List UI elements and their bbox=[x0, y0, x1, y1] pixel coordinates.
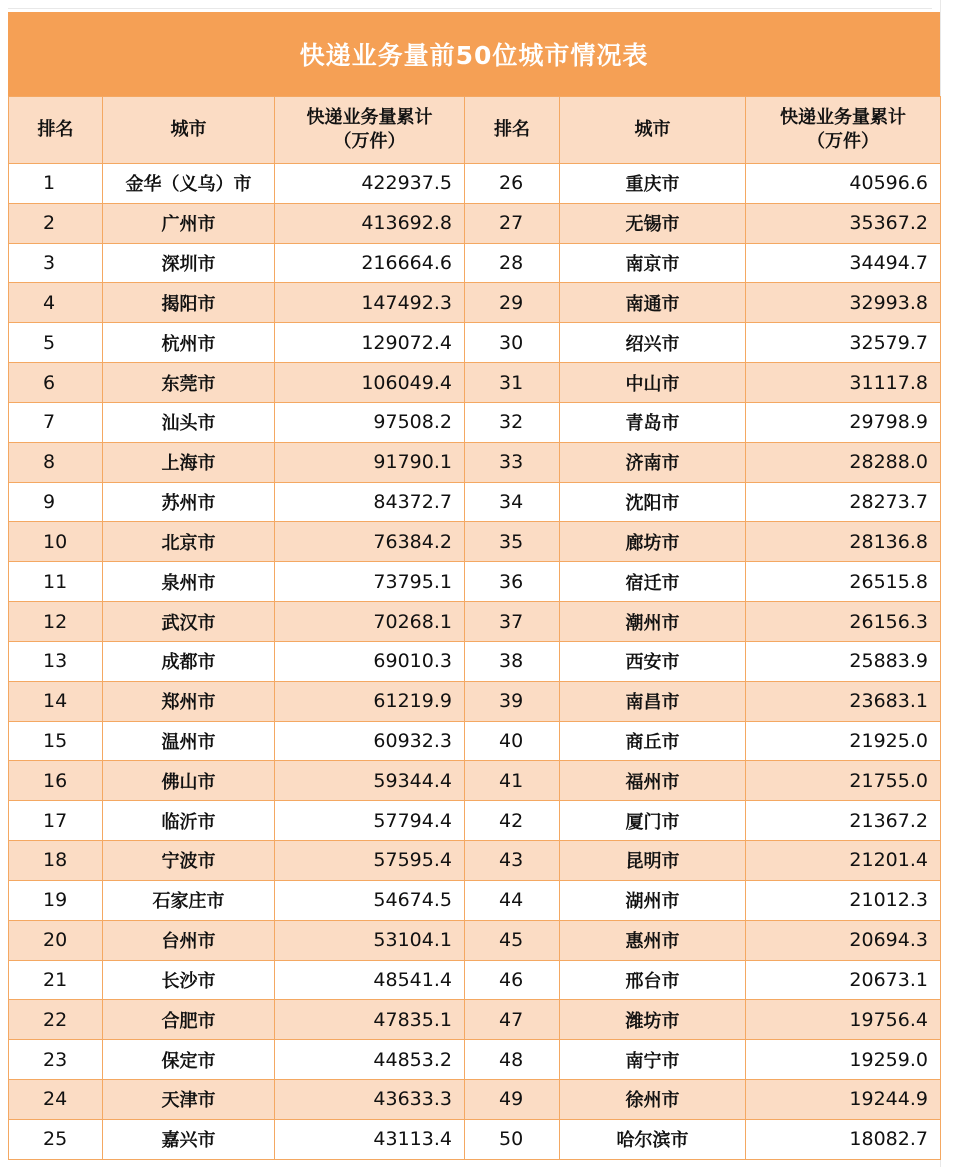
city-cell: 金华（义乌）市 bbox=[103, 164, 275, 204]
table-row bbox=[9, 562, 941, 602]
table-row bbox=[9, 203, 941, 243]
rank-cell: 50 bbox=[465, 1119, 560, 1159]
city-cell: 湖州市 bbox=[560, 880, 746, 920]
volume-cell: 413692.8 bbox=[275, 203, 465, 243]
volume-cell: 26156.3 bbox=[746, 602, 941, 642]
table-row bbox=[9, 841, 941, 881]
volume-cell: 32579.7 bbox=[746, 323, 941, 363]
rank-cell: 43 bbox=[465, 841, 560, 881]
volume-cell: 57794.4 bbox=[275, 801, 465, 841]
table-row bbox=[9, 602, 941, 642]
table-row bbox=[9, 880, 941, 920]
table-row bbox=[9, 1119, 941, 1159]
city-cell: 成都市 bbox=[103, 641, 275, 681]
city-cell: 昆明市 bbox=[560, 841, 746, 881]
city-cell: 长沙市 bbox=[103, 960, 275, 1000]
header-volume-line1: 快递业务量累计 bbox=[306, 107, 433, 128]
volume-cell: 70268.1 bbox=[275, 602, 465, 642]
rank-cell: 7 bbox=[9, 402, 103, 442]
header-city-right: 城市 bbox=[560, 97, 746, 164]
volume-cell: 44853.2 bbox=[275, 1040, 465, 1080]
volume-cell: 20694.3 bbox=[746, 920, 941, 960]
table-row bbox=[9, 1000, 941, 1040]
city-cell: 无锡市 bbox=[560, 203, 746, 243]
header-rank-left: 排名 bbox=[9, 97, 103, 164]
city-cell: 济南市 bbox=[560, 442, 746, 482]
table-row bbox=[9, 721, 941, 761]
rank-cell: 38 bbox=[465, 641, 560, 681]
header-volume-left bbox=[275, 97, 465, 164]
city-cell: 天津市 bbox=[103, 1080, 275, 1120]
volume-cell: 29798.9 bbox=[746, 402, 941, 442]
city-cell: 广州市 bbox=[103, 203, 275, 243]
rank-cell: 22 bbox=[9, 1000, 103, 1040]
city-cell: 合肥市 bbox=[103, 1000, 275, 1040]
city-cell: 南宁市 bbox=[560, 1040, 746, 1080]
rank-cell: 23 bbox=[9, 1040, 103, 1080]
table-body bbox=[9, 164, 941, 1160]
table-row bbox=[9, 761, 941, 801]
table-row bbox=[9, 164, 941, 204]
rank-cell: 20 bbox=[9, 920, 103, 960]
city-cell: 宁波市 bbox=[103, 841, 275, 881]
rank-cell: 35 bbox=[465, 522, 560, 562]
city-cell: 深圳市 bbox=[103, 243, 275, 283]
volume-cell: 69010.3 bbox=[275, 641, 465, 681]
table-row bbox=[9, 801, 941, 841]
rank-cell: 49 bbox=[465, 1080, 560, 1120]
volume-cell: 91790.1 bbox=[275, 442, 465, 482]
volume-cell: 21201.4 bbox=[746, 841, 941, 881]
rank-cell: 41 bbox=[465, 761, 560, 801]
table-row bbox=[9, 323, 941, 363]
rank-cell: 8 bbox=[9, 442, 103, 482]
volume-cell: 19259.0 bbox=[746, 1040, 941, 1080]
table-row bbox=[9, 283, 941, 323]
volume-cell: 47835.1 bbox=[275, 1000, 465, 1040]
volume-cell: 84372.7 bbox=[275, 482, 465, 522]
rank-cell: 26 bbox=[465, 164, 560, 204]
city-cell: 南京市 bbox=[560, 243, 746, 283]
volume-cell: 35367.2 bbox=[746, 203, 941, 243]
rank-cell: 39 bbox=[465, 681, 560, 721]
rank-cell: 19 bbox=[9, 880, 103, 920]
city-cell: 邢台市 bbox=[560, 960, 746, 1000]
top-edge-line bbox=[8, 8, 932, 9]
table-row bbox=[9, 442, 941, 482]
city-cell: 重庆市 bbox=[560, 164, 746, 204]
city-cell: 泉州市 bbox=[103, 562, 275, 602]
volume-cell: 59344.4 bbox=[275, 761, 465, 801]
volume-cell: 28288.0 bbox=[746, 442, 941, 482]
rank-cell: 17 bbox=[9, 801, 103, 841]
header-volume-right bbox=[746, 97, 941, 164]
table-row bbox=[9, 243, 941, 283]
city-ranking-table bbox=[8, 96, 941, 1160]
volume-cell: 28136.8 bbox=[746, 522, 941, 562]
volume-cell: 43113.4 bbox=[275, 1119, 465, 1159]
volume-cell: 48541.4 bbox=[275, 960, 465, 1000]
volume-cell: 21012.3 bbox=[746, 880, 941, 920]
volume-cell: 53104.1 bbox=[275, 920, 465, 960]
city-cell: 西安市 bbox=[560, 641, 746, 681]
volume-cell: 422937.5 bbox=[275, 164, 465, 204]
rank-cell: 29 bbox=[465, 283, 560, 323]
table-row bbox=[9, 522, 941, 562]
city-cell: 温州市 bbox=[103, 721, 275, 761]
rank-cell: 40 bbox=[465, 721, 560, 761]
city-cell: 惠州市 bbox=[560, 920, 746, 960]
header-row bbox=[9, 97, 941, 164]
rank-cell: 16 bbox=[9, 761, 103, 801]
city-cell: 嘉兴市 bbox=[103, 1119, 275, 1159]
rank-cell: 44 bbox=[465, 880, 560, 920]
volume-cell: 40596.6 bbox=[746, 164, 941, 204]
table-row bbox=[9, 482, 941, 522]
rank-cell: 34 bbox=[465, 482, 560, 522]
city-cell: 商丘市 bbox=[560, 721, 746, 761]
volume-cell: 216664.6 bbox=[275, 243, 465, 283]
city-cell: 哈尔滨市 bbox=[560, 1119, 746, 1159]
volume-cell: 21925.0 bbox=[746, 721, 941, 761]
header-volume-line2: （万件） bbox=[333, 131, 406, 152]
header-rank-right: 排名 bbox=[465, 97, 560, 164]
rank-cell: 31 bbox=[465, 363, 560, 403]
volume-cell: 54674.5 bbox=[275, 880, 465, 920]
rank-cell: 3 bbox=[9, 243, 103, 283]
city-cell: 东莞市 bbox=[103, 363, 275, 403]
header-volume-line2: （万件） bbox=[807, 131, 879, 152]
header-city-left: 城市 bbox=[103, 97, 275, 164]
city-cell: 潍坊市 bbox=[560, 1000, 746, 1040]
city-cell: 沈阳市 bbox=[560, 482, 746, 522]
rank-cell: 4 bbox=[9, 283, 103, 323]
rank-cell: 10 bbox=[9, 522, 103, 562]
city-cell: 南通市 bbox=[560, 283, 746, 323]
rank-cell: 36 bbox=[465, 562, 560, 602]
rank-cell: 1 bbox=[9, 164, 103, 204]
rank-cell: 42 bbox=[465, 801, 560, 841]
table-header bbox=[9, 97, 941, 164]
table-row bbox=[9, 641, 941, 681]
city-cell: 佛山市 bbox=[103, 761, 275, 801]
volume-cell: 106049.4 bbox=[275, 363, 465, 403]
rank-cell: 46 bbox=[465, 960, 560, 1000]
volume-cell: 129072.4 bbox=[275, 323, 465, 363]
table-row bbox=[9, 402, 941, 442]
rank-cell: 2 bbox=[9, 203, 103, 243]
volume-cell: 19756.4 bbox=[746, 1000, 941, 1040]
city-cell: 苏州市 bbox=[103, 482, 275, 522]
city-cell: 郑州市 bbox=[103, 681, 275, 721]
city-cell: 宿迁市 bbox=[560, 562, 746, 602]
rank-cell: 13 bbox=[9, 641, 103, 681]
rank-cell: 33 bbox=[465, 442, 560, 482]
express-ranking-sheet bbox=[8, 12, 940, 1158]
city-cell: 中山市 bbox=[560, 363, 746, 403]
table-title: 快递业务量前50位城市情况表 bbox=[8, 12, 940, 96]
rank-cell: 25 bbox=[9, 1119, 103, 1159]
rank-cell: 27 bbox=[465, 203, 560, 243]
city-cell: 南昌市 bbox=[560, 681, 746, 721]
header-volume-line1: 快递业务量累计 bbox=[780, 107, 906, 128]
city-cell: 保定市 bbox=[103, 1040, 275, 1080]
volume-cell: 20673.1 bbox=[746, 960, 941, 1000]
volume-cell: 147492.3 bbox=[275, 283, 465, 323]
rank-cell: 48 bbox=[465, 1040, 560, 1080]
volume-cell: 73795.1 bbox=[275, 562, 465, 602]
city-cell: 福州市 bbox=[560, 761, 746, 801]
rank-cell: 32 bbox=[465, 402, 560, 442]
volume-cell: 25883.9 bbox=[746, 641, 941, 681]
city-cell: 台州市 bbox=[103, 920, 275, 960]
city-cell: 徐州市 bbox=[560, 1080, 746, 1120]
rank-cell: 30 bbox=[465, 323, 560, 363]
volume-cell: 18082.7 bbox=[746, 1119, 941, 1159]
volume-cell: 57595.4 bbox=[275, 841, 465, 881]
rank-cell: 24 bbox=[9, 1080, 103, 1120]
rank-cell: 9 bbox=[9, 482, 103, 522]
volume-cell: 28273.7 bbox=[746, 482, 941, 522]
volume-cell: 61219.9 bbox=[275, 681, 465, 721]
city-cell: 北京市 bbox=[103, 522, 275, 562]
rank-cell: 5 bbox=[9, 323, 103, 363]
city-cell: 武汉市 bbox=[103, 602, 275, 642]
city-cell: 潮州市 bbox=[560, 602, 746, 642]
volume-cell: 26515.8 bbox=[746, 562, 941, 602]
rank-cell: 37 bbox=[465, 602, 560, 642]
table-row bbox=[9, 960, 941, 1000]
city-cell: 杭州市 bbox=[103, 323, 275, 363]
table-row bbox=[9, 681, 941, 721]
volume-cell: 21367.2 bbox=[746, 801, 941, 841]
volume-cell: 34494.7 bbox=[746, 243, 941, 283]
rank-cell: 15 bbox=[9, 721, 103, 761]
rank-cell: 47 bbox=[465, 1000, 560, 1040]
table-row bbox=[9, 363, 941, 403]
volume-cell: 76384.2 bbox=[275, 522, 465, 562]
volume-cell: 23683.1 bbox=[746, 681, 941, 721]
volume-cell: 43633.3 bbox=[275, 1080, 465, 1120]
volume-cell: 19244.9 bbox=[746, 1080, 941, 1120]
city-cell: 临沂市 bbox=[103, 801, 275, 841]
volume-cell: 21755.0 bbox=[746, 761, 941, 801]
table-row bbox=[9, 1080, 941, 1120]
table-row bbox=[9, 920, 941, 960]
city-cell: 绍兴市 bbox=[560, 323, 746, 363]
city-cell: 石家庄市 bbox=[103, 880, 275, 920]
rank-cell: 18 bbox=[9, 841, 103, 881]
rank-cell: 45 bbox=[465, 920, 560, 960]
city-cell: 厦门市 bbox=[560, 801, 746, 841]
city-cell: 青岛市 bbox=[560, 402, 746, 442]
rank-cell: 12 bbox=[9, 602, 103, 642]
rank-cell: 6 bbox=[9, 363, 103, 403]
table-row bbox=[9, 1040, 941, 1080]
rank-cell: 21 bbox=[9, 960, 103, 1000]
volume-cell: 97508.2 bbox=[275, 402, 465, 442]
rank-cell: 28 bbox=[465, 243, 560, 283]
city-cell: 廊坊市 bbox=[560, 522, 746, 562]
city-cell: 揭阳市 bbox=[103, 283, 275, 323]
volume-cell: 60932.3 bbox=[275, 721, 465, 761]
city-cell: 汕头市 bbox=[103, 402, 275, 442]
rank-cell: 11 bbox=[9, 562, 103, 602]
rank-cell: 14 bbox=[9, 681, 103, 721]
volume-cell: 32993.8 bbox=[746, 283, 941, 323]
city-cell: 上海市 bbox=[103, 442, 275, 482]
volume-cell: 31117.8 bbox=[746, 363, 941, 403]
